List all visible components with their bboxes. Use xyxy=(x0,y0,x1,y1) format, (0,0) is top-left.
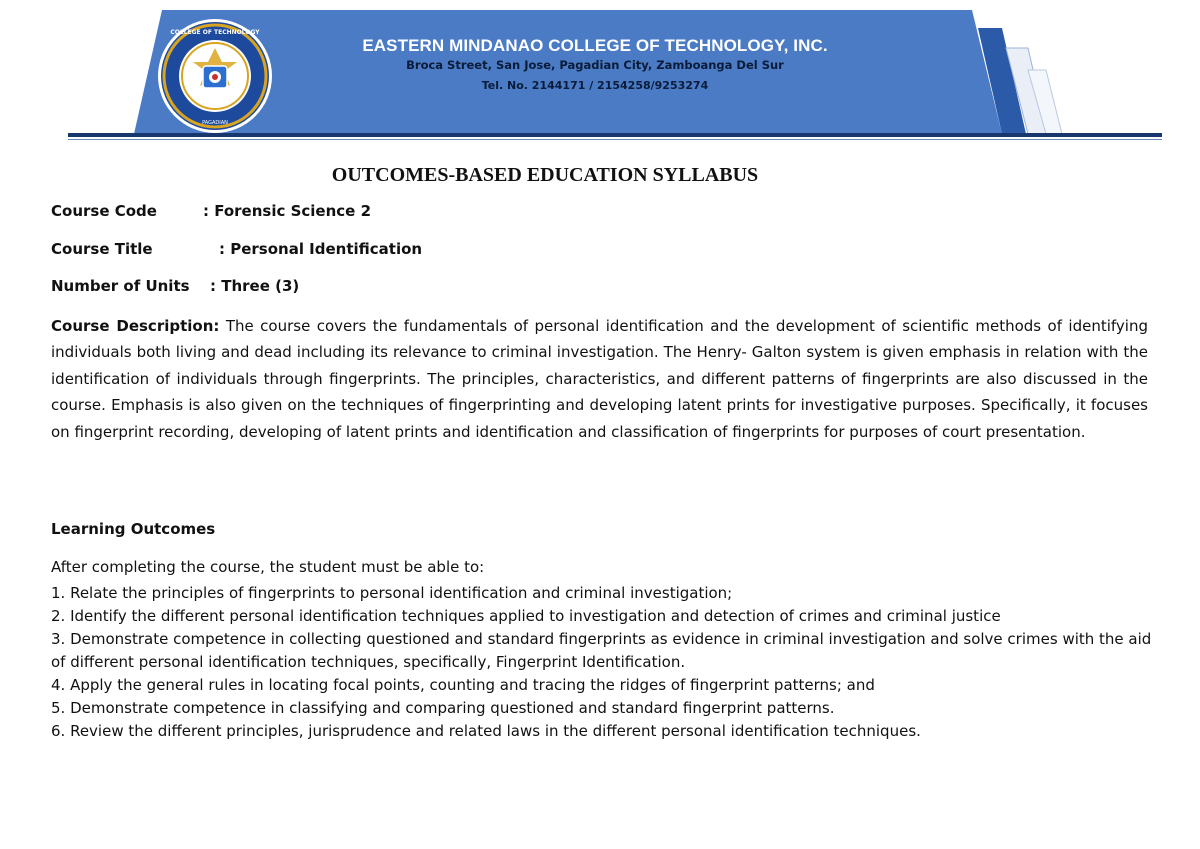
course-description xyxy=(51,313,1148,445)
learning-outcomes-heading: Learning Outcomes xyxy=(51,520,216,538)
header-rule-thin xyxy=(68,139,1162,140)
course-code-label: Course Code xyxy=(51,202,157,220)
outcome-item: 4. Apply the general rules in locating focal points, counting and tracing the ridges of fingerprint patterns; and xyxy=(51,676,875,694)
course-description-label: Course Description: xyxy=(51,317,220,335)
outcome-item: 3. Demonstrate competence in collecting questioned and standard fingerprints as evidence in criminal investigation and solve crimes with the aid of different personal identification techniques, specifically, Fingerprint Identification. xyxy=(51,630,1152,671)
outcome-item: 1. Relate the principles of fingerprints to personal identification and criminal investigation; xyxy=(51,584,733,602)
document-title: OUTCOMES-BASED EDUCATION SYLLABUS xyxy=(331,164,759,186)
course-title-label: Course Title xyxy=(51,240,153,258)
units-label: Number of Units xyxy=(51,277,190,295)
header-banner xyxy=(0,0,1200,150)
course-code-row xyxy=(51,202,371,220)
units-row xyxy=(51,277,299,295)
course-title-value: : Personal Identification xyxy=(219,240,423,258)
outcome-item: 2. Identify the different personal identification techniques applied to investigation and detection of crimes and criminal justice xyxy=(51,607,1001,625)
svg-text:PAGADIAN: PAGADIAN xyxy=(202,120,228,126)
learning-outcomes-list xyxy=(51,582,1161,743)
svg-text:COLLEGE OF TECHNOLOGY: COLLEGE OF TECHNOLOGY xyxy=(170,29,260,36)
course-title-row xyxy=(51,240,422,258)
school-telephone: Tel. No. 2144171 / 2154258/9253274 xyxy=(481,79,709,92)
outcome-item: 5. Demonstrate competence in classifying and comparing questioned and standard fingerprint patterns. xyxy=(51,699,835,717)
outcome-item: 6. Review the different principles, jurisprudence and related laws in the different personal identification techniques. xyxy=(51,722,921,740)
course-code-value: : Forensic Science 2 xyxy=(203,202,372,220)
units-value: : Three (3) xyxy=(210,277,300,295)
school-name: EASTERN MINDANAO COLLEGE OF TECHNOLOGY, INC. xyxy=(362,36,828,55)
school-address: Broca Street, San Jose, Pagadian City, Zamboanga Del Sur xyxy=(406,58,784,72)
header-rule xyxy=(68,133,1162,137)
learning-outcomes-intro: After completing the course, the student must be able to: xyxy=(51,558,485,576)
course-description-text: The course covers the fundamentals of personal identification and the development of scientific methods of identifying individuals both living and dead including its relevance to criminal investigation. The Henry- Galton system is given emphasis in relation with the identification of individuals through fingerprints. The principles, characteristics, and different patterns of fingerprints are also discussed in the course. Emphasis is also given on the techniques of fingerprinting and developing latent prints for investigative purposes. Specifically, it focuses on fingerprint recording, developing of latent prints and identification and classification of fingerprints for purposes of court presentation. xyxy=(51,317,1148,441)
